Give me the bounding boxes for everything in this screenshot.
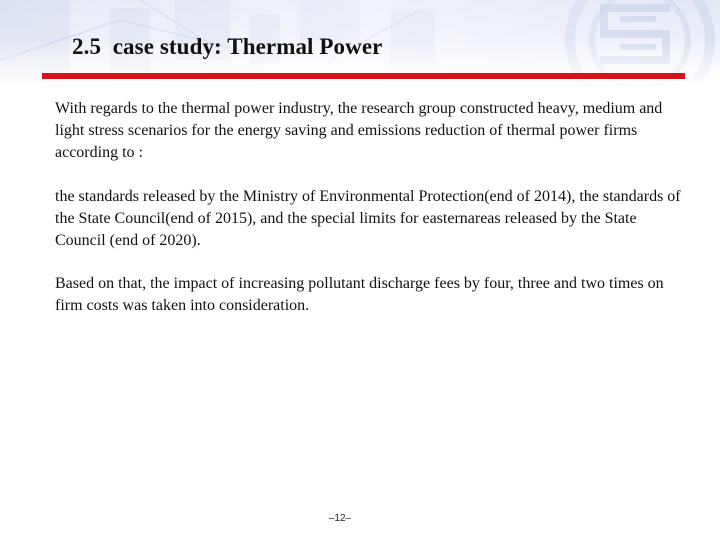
paragraph-intro: With regards to the thermal power industry, the research group constructed heavy, medium and light stress scenarios for the energy saving and emissions reduction of thermal power firms according to : — [55, 100, 663, 161]
paragraph-impact: Based on that, the impact of increasing pollutant discharge fees by four, three and two times on firm costs was taken into consideration. — [55, 275, 664, 314]
page-number: –12– — [328, 513, 352, 524]
slide-title: 2.5 case study: Thermal Power — [72, 34, 383, 59]
title-divider — [42, 73, 685, 79]
paragraph-standards: the standards released by the Ministry of Environmental Protection(end of 2014), the standards of the State Council(end of 2015), and the special limits for easternareas released by the State Council (end of 2020). — [55, 188, 681, 249]
